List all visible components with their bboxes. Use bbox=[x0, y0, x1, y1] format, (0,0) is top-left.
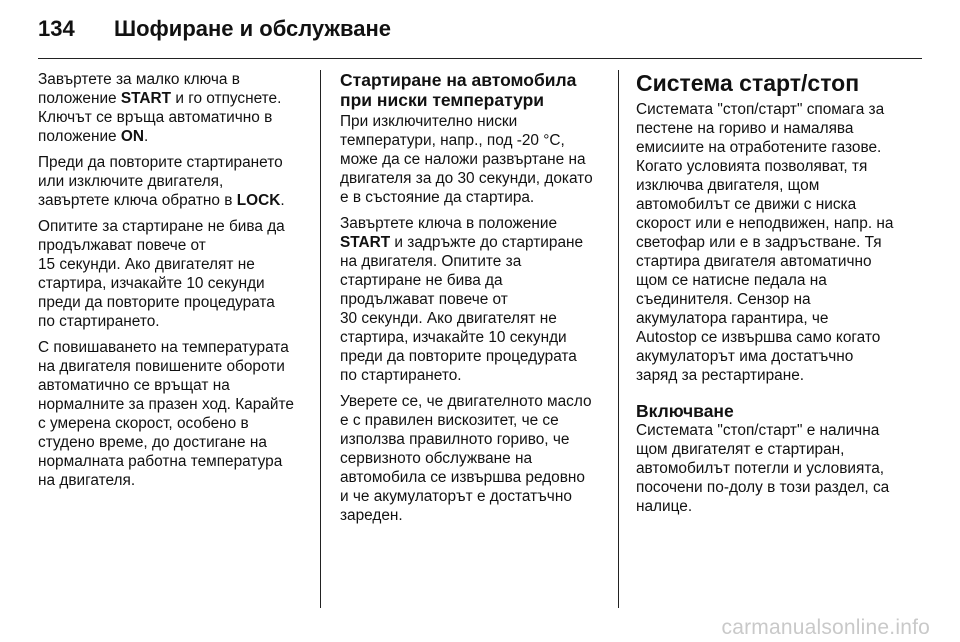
page-header bbox=[38, 16, 922, 44]
keyword-on: ON bbox=[120, 128, 144, 145]
section-heading: Стартиране на автомобила при ниски температури bbox=[340, 70, 577, 110]
subsection-heading: Включване bbox=[636, 401, 734, 421]
column-divider-1 bbox=[320, 70, 321, 608]
keyword-start: START bbox=[340, 234, 391, 251]
paragraph: Уверете се, че двигателното масло е с правилен вискозитет, че се използва правилното гориво, че сервизното обслужване на автомобила се извършва редовно и че акумулаторът е достатъчно зареден. bbox=[340, 393, 592, 524]
column-3 bbox=[636, 70, 904, 523]
paragraph: Завъртете за малко ключа в положение START и го отпуснете. Ключът се връща автоматично в положение ON. bbox=[38, 71, 282, 145]
paragraph: Завъртете ключа в положение START и задръжте до стартиране на двигателя. Опитите за стартиране не бива да продължават повече от 30 секунди. Ако двигателят не стартира, изчакайте 10 секунди преди да повторите процедурата по стартирането. bbox=[340, 215, 584, 384]
section-title: Шофиране и обслужване bbox=[114, 16, 392, 41]
header-divider bbox=[38, 58, 922, 59]
paragraph: Системата "стоп/старт" е налична щом двигателят е стартиран, автомобилът потегли и условията, посочени по-долу в този раздел, са налице. bbox=[636, 422, 890, 515]
keyword-lock: LOCK bbox=[236, 192, 281, 209]
paragraph: Опитите за стартиране не бива да продължават повече от 15 секунди. Ако двигателят не стартира, изчакайте 10 секунди преди да повторите процедурата по стартирането. bbox=[38, 218, 285, 330]
paragraph: Системата "стоп/старт" спомага за пестене на гориво и намалява емисиите на отработените газове. Когато условията позволяват, тя изключва двигателя, щом автомобилът се движи с ниска скорост или е неподвижен, напр. на светофар или е в задръстване. Тя стартира двигателя автоматично щом се натисне педала на съединителя. Сензор на акумулатора гарантира, че Autostop се извършва само когато акумулаторът има достатъчно заряд за рестартиране. bbox=[636, 101, 894, 384]
section-heading: Система старт/стоп bbox=[636, 70, 860, 96]
paragraph: При изключително ниски температури, напр., под -20 °C, може да се наложи развъртане на двигателя за до 30 секунди, докато е в състояние да стартира. bbox=[340, 113, 593, 206]
paragraph: С повишаването на температурата на двигателя повишените обороти автоматично се връщат на нормалните за празен ход. Карайте с умерена скорост, особено в студено време, до достигане на нормалната работна температура на двигателя. bbox=[38, 339, 294, 489]
keyword-start: START bbox=[120, 90, 172, 107]
watermark: carmanualsonline.info bbox=[721, 616, 930, 639]
page-number: 134 bbox=[38, 16, 75, 41]
paragraph: Преди да повторите стартирането или изключите двигателя, завъртете ключа обратно в LOCK. bbox=[38, 154, 285, 209]
column-2 bbox=[340, 70, 606, 532]
column-1 bbox=[38, 70, 306, 497]
column-divider-2 bbox=[618, 70, 619, 608]
